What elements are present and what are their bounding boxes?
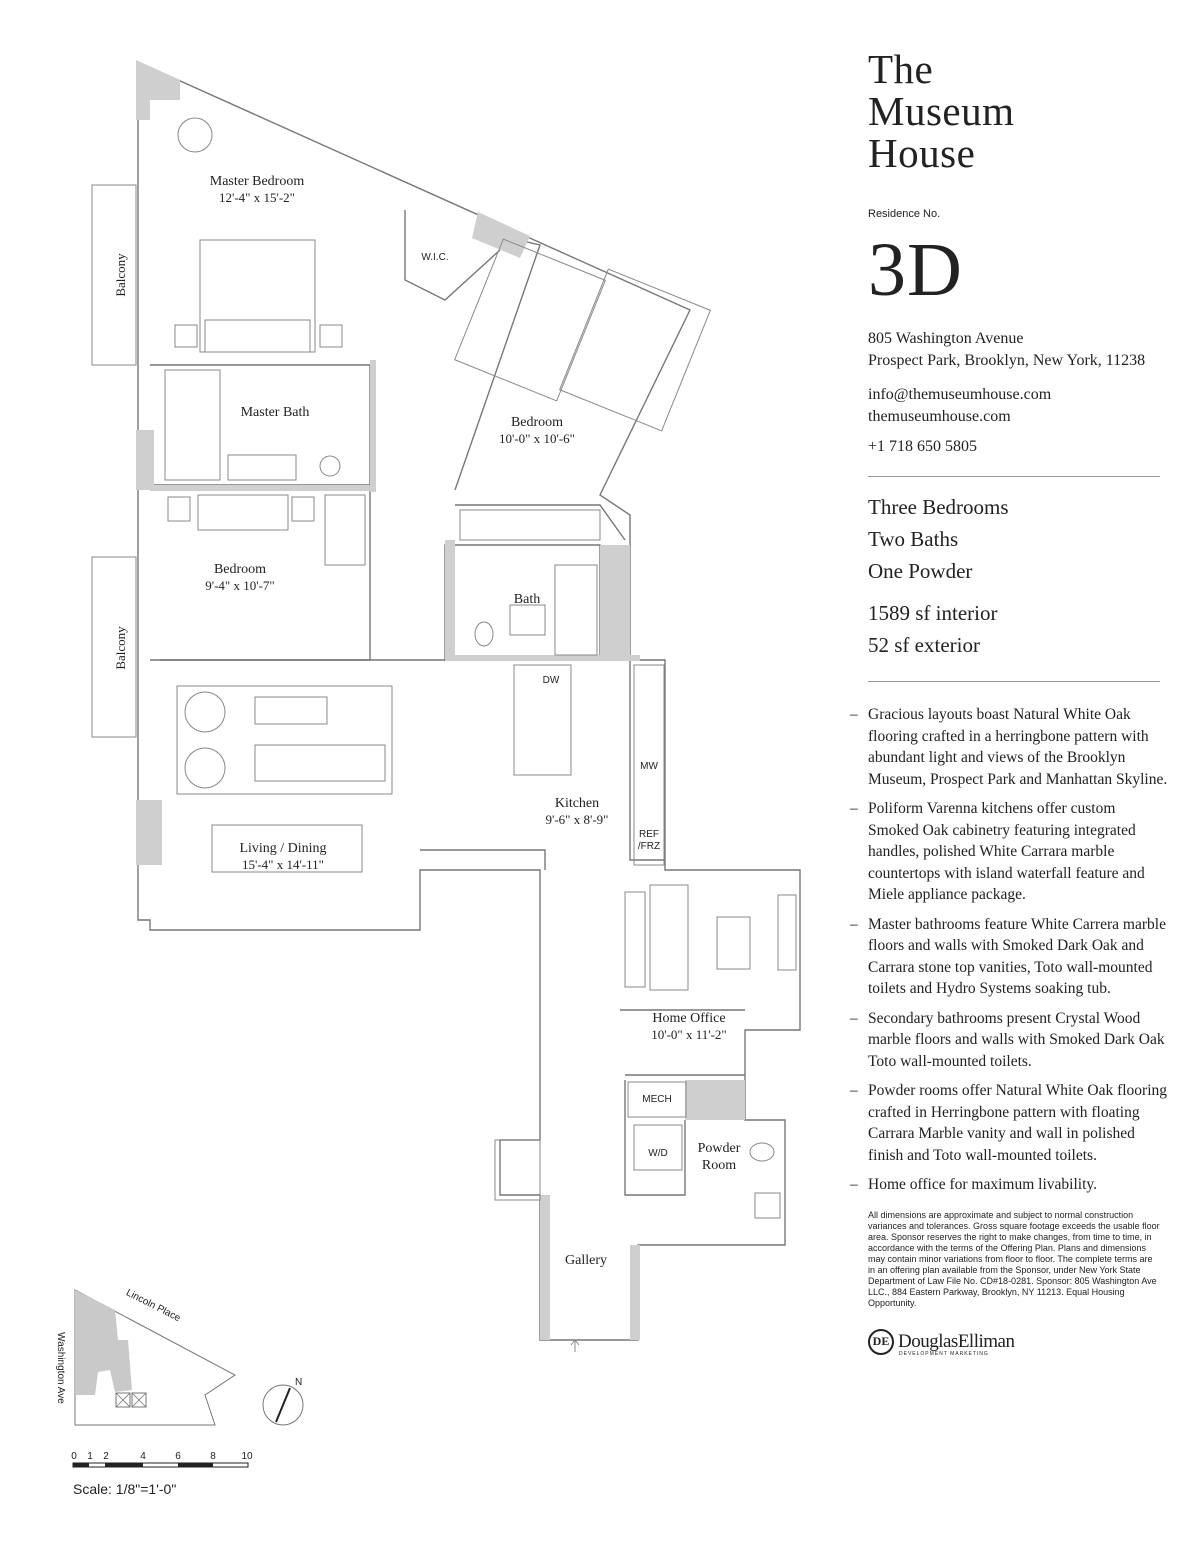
refrigerator-label-2: /FRZ <box>637 841 661 852</box>
residence-number: 3D <box>868 228 963 312</box>
scale-bar <box>71 1451 253 1497</box>
unit-summary <box>868 491 1168 587</box>
powder-count: One Powder <box>868 559 973 583</box>
master-bedroom-dim: 12'-4" x 15'-2" <box>219 190 295 205</box>
microwave-label: MW <box>640 761 658 772</box>
address-line-2: Prospect Park, Brooklyn, New York, 11238 <box>868 352 1146 369</box>
residence-label: Residence No. <box>868 208 941 220</box>
refrigerator-label-1: REF <box>639 829 659 840</box>
douglas-elliman-logo <box>868 1329 1168 1357</box>
contact <box>868 384 1168 428</box>
bedroom-3-dim: 9'-4" x 10'-7" <box>205 578 275 593</box>
washer-dryer-label: W/D <box>648 1148 668 1159</box>
legal-disclaimer: All dimensions are approximate and subject to normal construction variances and tolerances. Gross square footage exceeds the usable floor area. Sponsor reserves the right to make changes, from time to time, in accordance with the terms of the Offering Plan. Plans and dimensions may contain minor variations from floor to floor. The complete terms are in an offering plan available from the Sponsor, under New York State Department of Law File No. CD#18-0281. Sponsor: 805 Washington Ave LLC., 884 Eastern Parkway, Brooklyn, NY 11213. Equal Housing Opportunity. <box>868 1209 1160 1308</box>
feature-item: – Gracious layouts boast Natural White Oak flooring crafted in a herringbone pattern with abundant light and views of the Brooklyn Museum, Prospect Park and Manhattan Skyline. <box>850 704 1168 790</box>
divider-1 <box>868 476 1160 477</box>
living-dining-label: Living / Dining <box>239 841 327 856</box>
plan-furniture <box>92 118 796 1352</box>
key-plan <box>55 1287 303 1425</box>
powder-room-label-1: Powder <box>697 1141 741 1156</box>
email-link[interactable]: info@themuseumhouse.com <box>868 386 1052 403</box>
kitchen-label: Kitchen <box>554 796 600 811</box>
scale-tick-1: 1 <box>87 1451 93 1462</box>
scale-tick-0: 0 <box>71 1451 77 1462</box>
interior-area: 1589 sf interior <box>868 601 998 625</box>
bedroom-3-label: Bedroom <box>213 562 267 577</box>
bedroom-2-dim: 10'-0" x 10'-6" <box>499 431 575 446</box>
feature-item: – Home office for maximum livability. <box>850 1174 1168 1196</box>
scale-tick-6: 6 <box>175 1451 181 1462</box>
gallery-label: Gallery <box>565 1253 607 1268</box>
logo-subtitle: DEVELOPMENT MARKETING <box>899 1350 989 1357</box>
title-line-2: Museum <box>868 88 1015 134</box>
living-dining-dim: 15'-4" x 14'-11" <box>242 857 324 872</box>
feature-list <box>850 704 1168 1196</box>
feature-item: – Secondary bathrooms present Crystal Wood marble floors and walls with Smoked Dark Oak Toto wall-mounted toilets. <box>850 1008 1168 1073</box>
scale-tick-8: 8 <box>210 1451 216 1462</box>
divider-2 <box>868 681 1160 682</box>
website-link[interactable]: themuseumhouse.com <box>868 408 1011 425</box>
building-title <box>868 48 1168 174</box>
powder-room-label-2: Room <box>701 1158 737 1173</box>
scale-tick-4: 4 <box>140 1451 146 1462</box>
street-lincoln-place: Lincoln Place <box>124 1287 183 1325</box>
kitchen-dim: 9'-6" x 8'-9" <box>545 812 609 827</box>
feature-item: – Poliform Varenna kitchens offer custom Smoked Oak cabinetry featuring integrated handles, polished White Carrara marble countertops with island waterfall feature and Miele appliance package. <box>850 798 1168 906</box>
master-bath-label: Master Bath <box>240 405 310 420</box>
north-label: N <box>295 1377 303 1388</box>
exterior-area: 52 sf exterior <box>868 633 980 657</box>
bath-label: Bath <box>513 592 541 607</box>
master-bedroom-label: Master Bedroom <box>209 174 305 189</box>
phone-number[interactable]: +1 718 650 5805 <box>868 438 978 455</box>
street-washington-ave: Washington Ave <box>55 1332 66 1404</box>
feature-item: – Powder rooms offer Natural White Oak flooring crafted in Herringbone pattern with floating Carrara Marble vanity and wall in polished finish and Toto wall-mounted toilets. <box>850 1080 1168 1166</box>
mech-label: MECH <box>642 1094 672 1105</box>
title-line-3: House <box>868 130 976 176</box>
info-panel <box>868 48 1168 1357</box>
dishwasher-label: DW <box>542 675 560 686</box>
scale-tick-2: 2 <box>103 1451 109 1462</box>
unit-area <box>868 597 1168 661</box>
feature-item: – Master bathrooms feature White Carrera marble floors and walls with Smoked Dark Oak and Carrara stone top vanities, Toto wall-mounted toilets and Hydro Systems soaking tub. <box>850 914 1168 1000</box>
bedroom-2-label: Bedroom <box>510 415 564 430</box>
address-line-1: 805 Washington Avenue <box>868 330 1024 347</box>
baths-count: Two Baths <box>868 527 959 551</box>
title-line-1: The <box>868 46 934 92</box>
scale-label: Scale: 1/8"=1'-0" <box>73 1481 177 1497</box>
scale-tick-10: 10 <box>241 1451 253 1462</box>
address <box>868 328 1168 372</box>
logo-mark-icon: DE <box>868 1329 894 1355</box>
balcony-label-1: Balcony <box>113 253 128 297</box>
home-office-dim: 10'-0" x 11'-2" <box>651 1027 727 1042</box>
wic-label: W.I.C. <box>421 252 449 263</box>
balcony-label-2: Balcony <box>113 626 128 670</box>
home-office-label: Home Office <box>652 1011 726 1026</box>
bedrooms-count: Three Bedrooms <box>868 495 1009 519</box>
logo-name: DouglasElliman <box>898 1330 1015 1352</box>
